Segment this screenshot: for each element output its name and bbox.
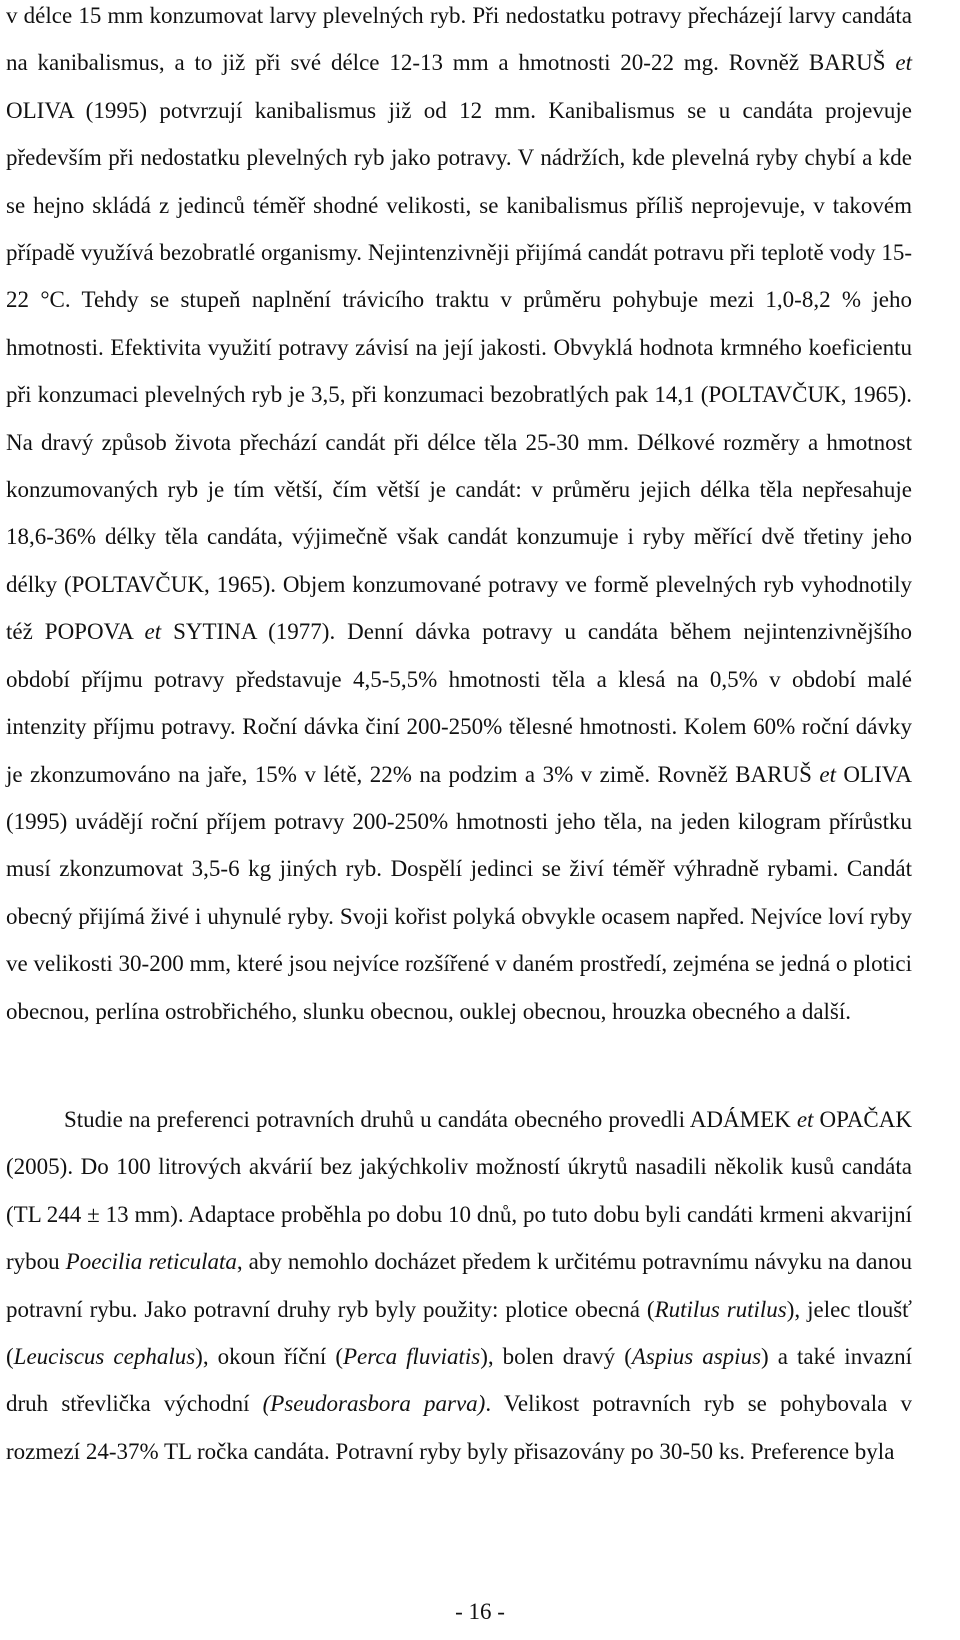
italic-text: Aspius aspius xyxy=(631,1344,762,1370)
text-run: Studie na preferenci potravních druhů u candáta obecného provedli ADÁMEK xyxy=(64,1107,797,1132)
text-run: , aby nemohlo docházet předem k určitému potravnímu návyku na danou potravní rybu. Jako potravní druhy ryb byly použity: plotice obecná ( xyxy=(6,1249,912,1322)
italic-text: Rutilus rutilus xyxy=(654,1296,787,1322)
body-paragraph-2 xyxy=(6,1096,912,1475)
text-run: ), jelec tloušť ( xyxy=(6,1296,912,1370)
body-paragraph-1 xyxy=(6,0,912,1035)
italic-text: et xyxy=(796,1107,814,1132)
text-run: ) a také invazní druh střevlička východní xyxy=(6,1344,913,1417)
text-run: v délce 15 mm konzumovat larvy plevelných ryb. Při nedostatku potravy přecházejí larvy candáta na kanibalismus, a to již při své délce 12-13 mm a hmotnosti 20-22 mg. Rovněž BARUŠ xyxy=(6,3,912,76)
italic-text: Perca fluviatis xyxy=(343,1344,481,1370)
text-run: SYTINA (1977). Denní dávka potravy u candáta během nejintenzivnějšího období příjmu potravy představuje 4,5-5,5% hmotnosti těla a klesá na 0,5% v období malé intenzity příjmu potravy. Roční dávka činí 200-250% tělesné hmotnosti. Kolem 60% roční dávky je zkonzumováno na jaře, 15% v létě, 22% na podzim a 3% v zimě. Rovněž BARUŠ xyxy=(6,619,912,787)
italic-text: et xyxy=(819,761,836,787)
text-run: OPAČAK (2005). Do 100 litrových akvárií bez jakýchkoliv možností úkrytů nasadili několik kusů candáta (TL 244 ± 13 mm). Adaptace proběhla po dobu 10 dnů, po tuto dobu byli candáti krmeni akvarijní rybou xyxy=(6,1107,912,1275)
italic-text: Poecilia reticulata xyxy=(65,1249,237,1275)
italic-text: (Pseudorasbora parva) xyxy=(262,1391,486,1417)
text-run: . Velikost potravních ryb se pohybovala v rozmezí 24-37% TL ročka candáta. Potravní ryby byly přisazovány po 30-50 ks. Preference byla xyxy=(6,1391,912,1464)
text-run: ), okoun říční ( xyxy=(195,1344,343,1370)
italic-text: Leuciscus cephalus xyxy=(13,1344,196,1370)
italic-text: et xyxy=(895,50,912,76)
text-run: ), bolen dravý ( xyxy=(480,1344,632,1370)
text-run: OLIVA (1995) uvádějí roční příjem potravy 200-250% hmotnosti jeho těla, na jeden kilogram přírůstku musí zkonzumovat 3,5-6 kg jiných ryb. Dospělí jedinci se živí téměř výhradně rybami. Candát obecný přijímá živé i uhynulé ryby. Svoji kořist polyká obvykle ocasem napřed. Nejvíce loví ryby ve velikosti 30-200 mm, které jsou nejvíce rozšířené v daném prostředí, zejména se jedná o plotici obecnou, perlína ostrobřichého, slunku obecnou, ouklej obecnou, hrouzka obecného a další. xyxy=(6,761,912,1024)
text-run: OLIVA (1995) potvrzují kanibalismus již od 12 mm. Kanibalismus se u candáta projevuje především při nedostatku plevelných ryb jako potravy. V nádržích, kde plevelná ryby chybí a kde se hejno skládá z jedinců téměř shodné velikosti, se kanibalismus příliš neprojevuje, v takovém případě využívá bezobratlé organismy. Nejintenzivněji přijímá candát potravu při teplotě vody 15-22 °C. Tehdy se stupeň naplnění trávicího traktu v průměru pohybuje mezi 1,0-8,2 % jeho hmotnosti. Efektivita využití potravy závisí na její jakosti. Obvyklá hodnota krmného koeficientu při konzumaci plevelných ryb je 3,5, při konzumaci bezobratlých pak 14,1 (POLTAVČUK, 1965). Na dravý způsob života přechází candát při délce těla 25-30 mm. Délkové rozměry a hmotnost konzumovaných ryb je tím větší, čím větší je candát: v průměru jejich délka těla nepřesahuje 18,6-36% délky těla candáta, výjimečně však candát konzumuje i ryby měřící dvě třetiny jeho délky (POLTAVČUK, 1965). Objem konzumované potravy ve formě plevelných ryb vyhodnotily též POPOVA xyxy=(6,97,912,645)
page-number: - 16 - xyxy=(455,1599,505,1624)
italic-text: et xyxy=(144,619,162,645)
